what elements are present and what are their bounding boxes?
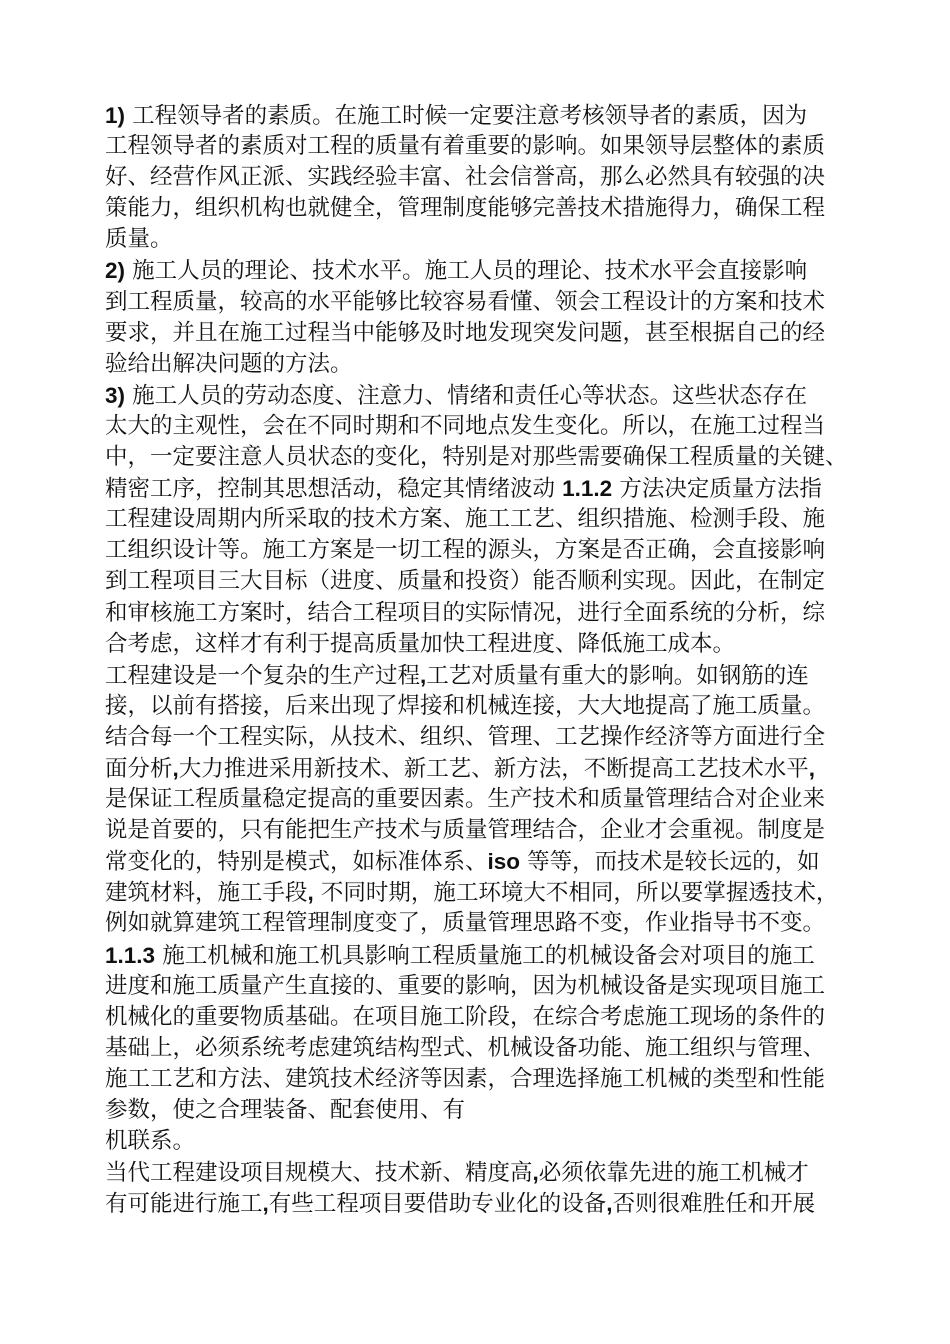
numbered-marker: , bbox=[420, 662, 427, 688]
text-segment: 合考虑，这样才有利于提高质量加快工程进度、降低施工成本。 bbox=[105, 630, 736, 657]
text-segment: 好、经营作风正派、实践经验丰富、社会信誉高，那么必然具有较强的决 bbox=[105, 164, 826, 191]
text-segment: 施工工艺和方法、建筑技术经济等因素，合理选择施工机械的类型和性能 bbox=[105, 1065, 826, 1092]
text-segment: 和审核施工方案时，结合工程项目的实际情况，进行全面系统的分析，综 bbox=[105, 599, 826, 626]
text-segment: 当代工程建设项目规模大、技术新、精度高 bbox=[105, 1160, 533, 1187]
text-line bbox=[105, 877, 865, 908]
numbered-marker: , bbox=[307, 880, 314, 906]
text-segment: 基础上，必须系统考虑建筑结构型式、机械设备功能、施工组织与管理、 bbox=[105, 1034, 826, 1061]
text-segment: 中，一定要注意人员状态的变化，特别是对那些需要确保工程质量的关键、 bbox=[105, 444, 848, 471]
numbered-marker: 1) bbox=[105, 103, 126, 128]
numbered-marker: , bbox=[606, 1191, 613, 1217]
text-line bbox=[105, 940, 865, 971]
text-segment: 建筑材料，施工手段 bbox=[105, 880, 308, 907]
text-line bbox=[105, 815, 865, 846]
text-segment: 精密工序，控制其思想活动，稳定其情绪波动 bbox=[105, 476, 563, 503]
text-line bbox=[105, 1064, 865, 1095]
text-line bbox=[105, 380, 865, 411]
text-line bbox=[105, 442, 865, 473]
text-line bbox=[105, 287, 865, 318]
numbered-marker: 3) bbox=[105, 382, 126, 408]
text-segment: 质量。 bbox=[105, 226, 173, 253]
numbered-marker: 1.1.2 bbox=[562, 476, 613, 502]
numbered-marker: iso bbox=[487, 849, 521, 875]
text-segment: 工艺对质量有重大的影响。如钢筋的连 bbox=[426, 662, 809, 689]
text-segment: 等等，而技术是较长远的，如 bbox=[520, 849, 820, 876]
text-segment: 必须依靠先进的施工机械才 bbox=[538, 1160, 809, 1187]
text-segment: 要求，并且在施工过程当中能够及时地发现突发问题，甚至根据自己的经 bbox=[105, 319, 826, 346]
text-segment: 工组织设计等。施工方案是一切工程的源头，方案是否正确，会直接影响 bbox=[105, 537, 826, 564]
text-segment: 例如就算建筑工程管理制度变了，质量管理思路不变，作业指导书不变。 bbox=[105, 910, 826, 937]
text-line bbox=[105, 193, 865, 224]
text-line bbox=[105, 504, 865, 535]
numbered-marker: , bbox=[262, 1191, 269, 1217]
text-segment: 策能力，组织机构也就健全，管理制度能够完善技术措施得力，确保工程 bbox=[105, 195, 826, 222]
text-segment: 施工人员的理论、技术水平。施工人员的理论、技术水平会直接影响 bbox=[125, 258, 808, 285]
text-line bbox=[105, 691, 865, 722]
text-line bbox=[105, 224, 865, 255]
text-segment: 大力推进采用新技术、新工艺、新方法，不断提高工艺技术水平 bbox=[178, 755, 809, 782]
text-segment: 施工人员的劳动态度、注意力、情绪和责任心等状态。这些状态存在 bbox=[125, 382, 808, 409]
text-segment: 太大的主观性，会在不同时期和不同地点发生变化。所以，在施工过程当 bbox=[105, 412, 826, 439]
text-line bbox=[105, 629, 865, 660]
text-segment: 参数，使之合理装备、配套使用、有 bbox=[105, 1097, 466, 1123]
text-segment: 机联系。 bbox=[105, 1128, 196, 1155]
text-line bbox=[105, 722, 865, 753]
text-segment: 否则很难胜任和开展 bbox=[612, 1191, 816, 1218]
text-segment: 进度和施工质量产生直接的、重要的影响，因为机械设备是实现项目施工 bbox=[105, 972, 826, 999]
text-line bbox=[105, 1095, 865, 1126]
text-segment: 说是首要的，只有能把生产技术与质量管理结合，企业才会重视。制度是 bbox=[105, 817, 826, 844]
text-line bbox=[105, 100, 865, 131]
numbered-marker: , bbox=[532, 1160, 539, 1186]
text-line bbox=[105, 784, 865, 815]
text-segment: 面分析 bbox=[105, 755, 173, 782]
text-segment: 接，以前有搭接，后来出现了焊接和机械连接，大大地提高了施工质量。 bbox=[105, 692, 826, 719]
text-segment: 不同时期，施工环境大不相同，所以要掌握透技术， bbox=[313, 880, 839, 907]
text-segment: 工程建设周期内所采取的技术方案、施工工艺、组织措施、检测手段、施 bbox=[105, 506, 826, 533]
text-line bbox=[105, 255, 865, 286]
text-segment: 结合每一个工程实际，从技术、组织、管理、工艺操作经济等方面进行全 bbox=[105, 723, 826, 750]
text-segment: 是保证工程质量稳定提高的重要因素。生产技术和质量管理结合对企业来 bbox=[105, 786, 826, 813]
text-segment: 有些工程项目要借助专业化的设备 bbox=[268, 1191, 607, 1218]
text-line bbox=[105, 162, 865, 193]
text-segment: 施工机械和施工机具影响工程质量施工的机械设备会对项目的施工 bbox=[155, 942, 815, 969]
numbered-marker: 2) bbox=[105, 258, 126, 284]
text-line bbox=[105, 753, 865, 784]
text-line bbox=[105, 1126, 865, 1157]
numbered-marker: , bbox=[808, 755, 816, 781]
body-text bbox=[105, 100, 865, 1219]
text-line bbox=[105, 908, 865, 939]
text-segment: 工程领导者的素质对工程的质量有着重要的影响。如果领导层整体的素质 bbox=[105, 133, 826, 160]
text-segment: 机械化的重要物质基础。在项目施工阶段，在综合考虑施工现场的条件的 bbox=[105, 1003, 826, 1030]
text-line bbox=[105, 846, 865, 877]
text-line bbox=[105, 473, 865, 504]
text-segment: 到工程质量，较高的水平能够比较容易看懂、领会工程设计的方案和技术 bbox=[105, 288, 826, 315]
text-line bbox=[105, 318, 865, 349]
numbered-marker: 1.1.3 bbox=[105, 942, 156, 968]
text-segment: 常变化的，特别是模式，如标准体系、 bbox=[105, 849, 488, 876]
text-line bbox=[105, 1157, 865, 1188]
text-line bbox=[105, 349, 865, 380]
text-segment: 有可能进行施工 bbox=[105, 1191, 263, 1218]
numbered-marker: , bbox=[172, 755, 179, 781]
text-line bbox=[105, 971, 865, 1002]
text-segment: 方法决定质量方法指 bbox=[612, 476, 822, 503]
text-segment: 到工程项目三大目标（进度、质量和投资）能否顺利实现。因此，在制定 bbox=[105, 568, 826, 595]
text-line bbox=[105, 1002, 865, 1033]
text-line bbox=[105, 1188, 865, 1219]
text-line bbox=[105, 131, 865, 162]
text-segment: 工程建设是一个复杂的生产过程 bbox=[105, 662, 421, 689]
text-line bbox=[105, 598, 865, 629]
text-segment: 验给出解决问题的方法。 bbox=[105, 350, 353, 377]
text-line bbox=[105, 660, 865, 691]
text-segment: 工程领导者的素质。在施工时候一定要注意考核领导者的素质，因为 bbox=[125, 103, 808, 129]
text-line bbox=[105, 411, 865, 442]
text-line bbox=[105, 535, 865, 566]
text-line bbox=[105, 1033, 865, 1064]
text-line bbox=[105, 566, 865, 597]
